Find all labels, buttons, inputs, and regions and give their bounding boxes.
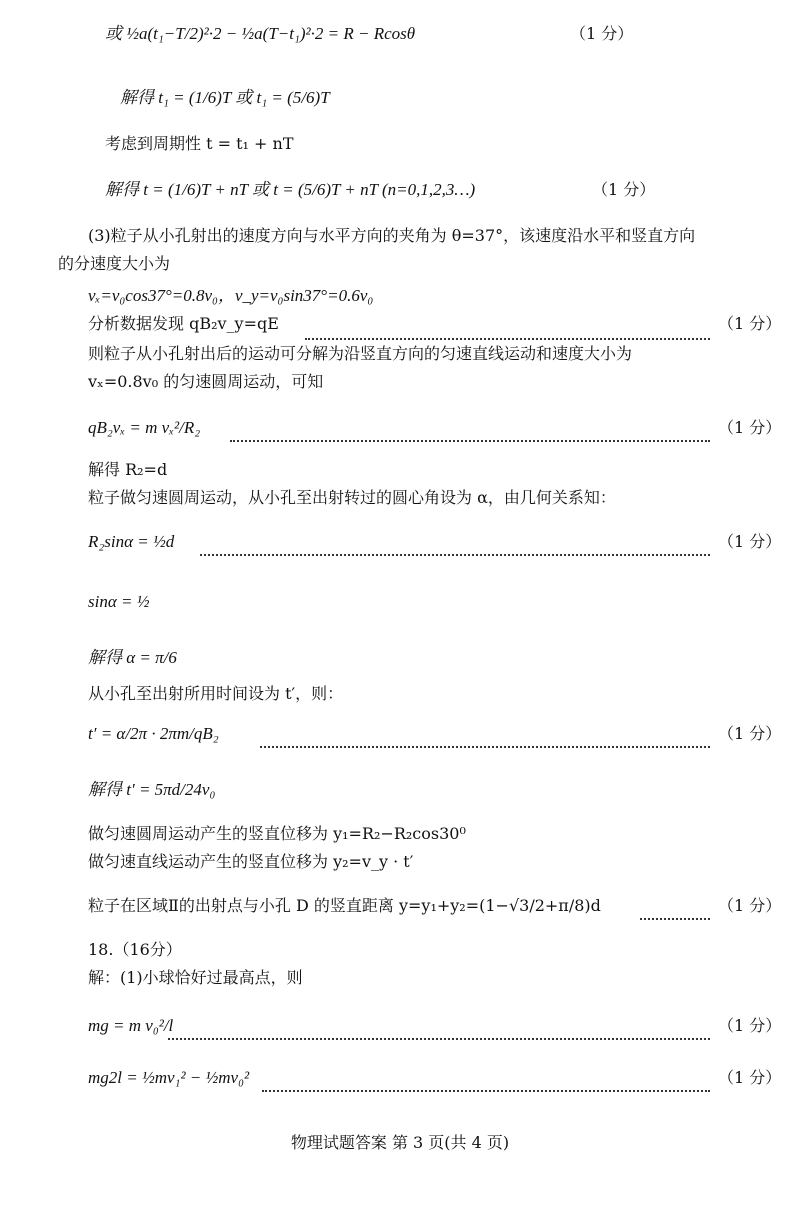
- score-mark: （1 分）: [718, 314, 782, 333]
- equation-line: mg2l = ½mv₁² − ½mv₀²: [88, 1068, 250, 1087]
- equation-line: 解得 t′ = 5πd/24v₀: [88, 780, 216, 799]
- text-line: 则粒子从小孔射出后的运动可分解为沿竖直方向的匀速直线运动和速度大小为: [88, 344, 633, 363]
- dot-leader: [200, 534, 710, 556]
- dot-leader: [640, 898, 710, 920]
- score-mark: （1 分）: [718, 1068, 782, 1087]
- equation-line: 或 ½a(t₁−T/2)²·2 − ½a(T−t₁)²·2 = R − Rcosθ: [105, 24, 416, 43]
- equation-line: vₓ=v₀cos37°=0.8v₀，v_y=v₀sin37°=0.6v₀: [88, 286, 374, 305]
- dot-leader: [168, 1018, 710, 1040]
- dot-leader: [262, 1070, 710, 1092]
- dot-leader: [230, 420, 710, 442]
- score-mark: （1 分）: [718, 896, 782, 915]
- equation-line: 解得 t₁ = (1/6)T 或 t₁ = (5/6)T: [120, 88, 330, 107]
- equation-line: sinα = ½: [88, 592, 150, 611]
- score-mark: （1 分）: [592, 180, 656, 199]
- page-footer: 物理试题答案 第 3 页(共 4 页): [290, 1133, 510, 1152]
- score-mark: （1 分）: [718, 418, 782, 437]
- text-line: 粒子在区域Ⅱ的出射点与小孔 D 的竖直距离 y=y₁+y₂=(1−√3/2+π/8)d: [88, 896, 601, 915]
- text-line: vₓ=0.8v₀ 的匀速圆周运动，可知: [88, 372, 324, 391]
- equation-line: 解得 α = π/6: [88, 648, 177, 667]
- text-line: (3)粒子从小孔射出的速度方向与水平方向的夹角为 θ=37°，该速度沿水平和竖直方向: [88, 226, 696, 245]
- score-mark: （1 分）: [718, 532, 782, 551]
- score-mark: （1 分）: [718, 1016, 782, 1035]
- text-line: 解得 R₂=d: [88, 460, 168, 479]
- text-line: 做匀速圆周运动产生的竖直位移为 y₁=R₂−R₂cos30⁰: [88, 824, 466, 843]
- score-mark: （1 分）: [570, 24, 634, 43]
- score-mark: （1 分）: [718, 724, 782, 743]
- text-line: 解：(1)小球恰好过最高点，则: [88, 968, 303, 987]
- equation-line: 解得 t = (1/6)T + nT 或 t = (5/6)T + nT (n=0,1,2,3…): [105, 180, 476, 199]
- text-line: 考虑到周期性 t = t₁ + nT: [105, 134, 294, 153]
- text-line: 的分速度大小为: [58, 254, 171, 273]
- equation-line: t′ = α/2π · 2πm/qB₂: [88, 724, 219, 743]
- text-line: 粒子做匀速圆周运动，从小孔至出射转过的圆心角设为 α，由几何关系知：: [88, 488, 616, 507]
- text-line: 从小孔至出射所用时间设为 t′，则：: [88, 684, 344, 703]
- dot-leader: [260, 726, 710, 748]
- dot-leader: [305, 318, 710, 340]
- equation-line: qB₂vₓ = m vₓ²/R₂: [88, 418, 201, 437]
- equation-line: mg = m v₀²/l: [88, 1016, 174, 1035]
- text-line: 做匀速直线运动产生的竖直位移为 y₂=v_y · t′: [88, 852, 414, 871]
- text-line: 分析数据发现 qB₂v_y=qE: [88, 314, 279, 333]
- question-heading: 18.（16分）: [88, 940, 182, 959]
- equation-line: R₂sinα = ½d: [88, 532, 175, 551]
